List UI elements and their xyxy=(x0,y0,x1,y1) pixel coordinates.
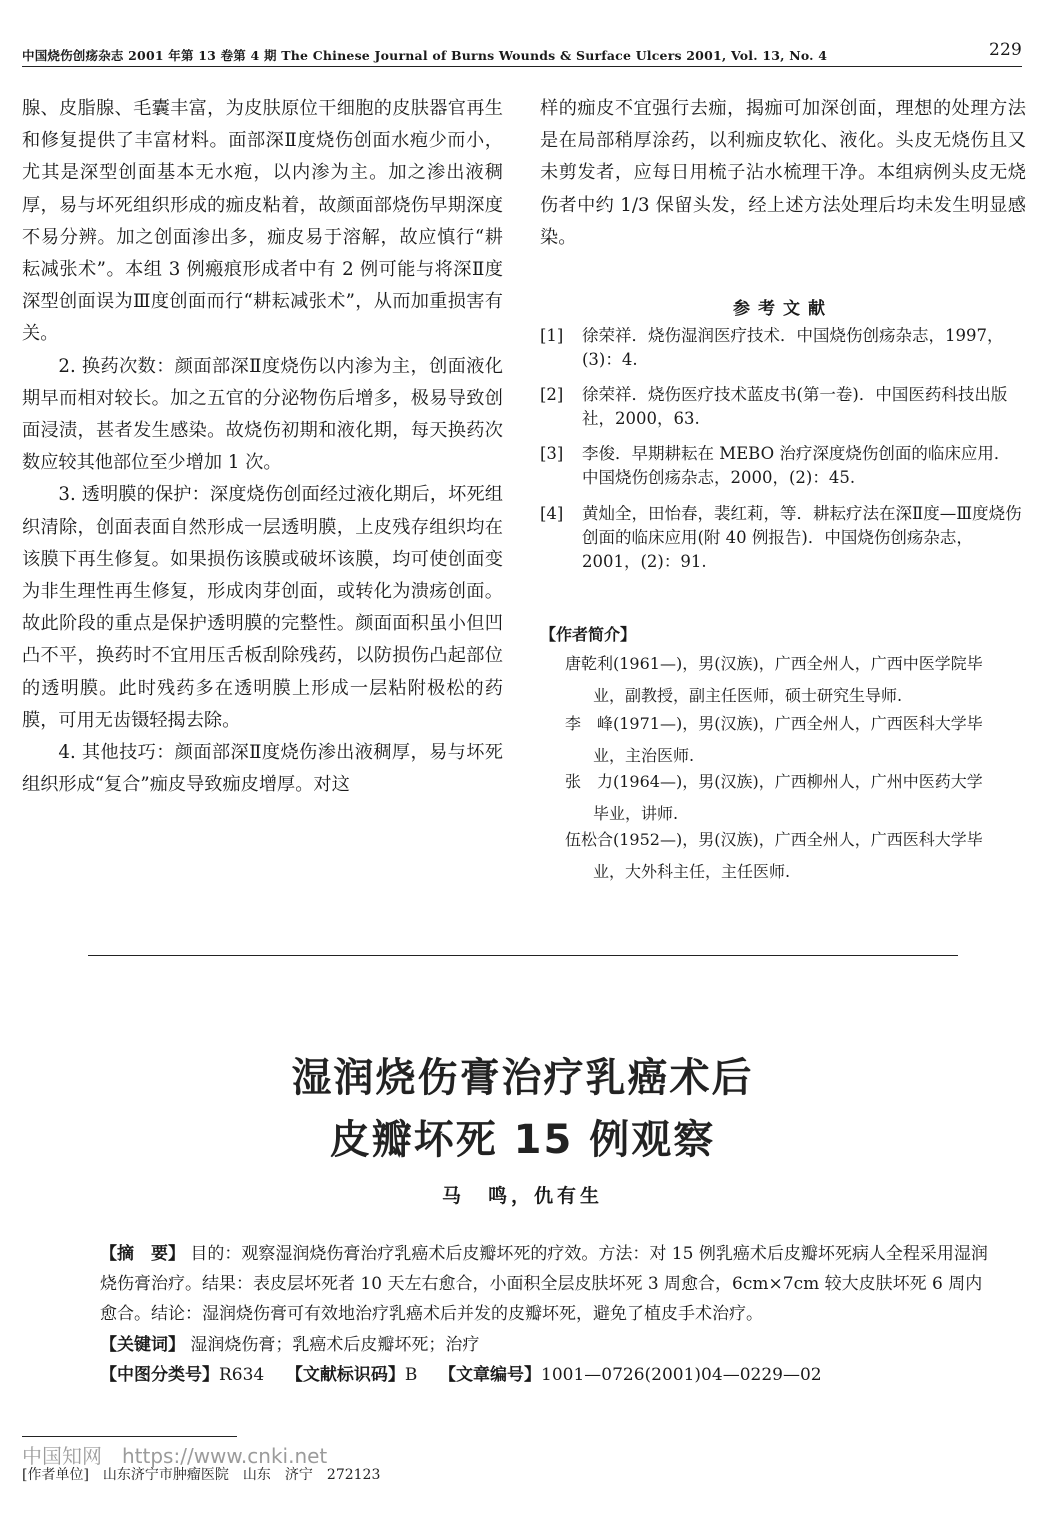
reference-number: [3] xyxy=(540,444,564,463)
doc-code-value: B xyxy=(404,1365,418,1385)
reference-text: 徐荣祥．烧伤医疗技术蓝皮书(第一卷)．中国医药科技出版社，2000，63. xyxy=(582,385,1008,428)
author-bio-line: 业，主治医师. xyxy=(593,745,695,765)
article-title-line-1: 湿润烧伤膏治疗乳癌术后 xyxy=(291,1055,754,1101)
author-bio-line: 毕业，讲师. xyxy=(593,803,679,823)
author-bio-line: 伍松合(1952—)，男(汉族)，广西全州人，广西医科大学毕 xyxy=(565,830,983,849)
clc-label: 【中图分类号】 xyxy=(100,1365,219,1385)
reference-item xyxy=(540,442,1026,490)
clc-value: R634 xyxy=(219,1365,265,1385)
left-column xyxy=(22,93,503,801)
right-column xyxy=(540,93,1026,254)
classification-line xyxy=(100,1360,990,1385)
author-bio-line: 业，大外科主任，主任医师. xyxy=(593,861,791,881)
reference-item xyxy=(540,502,1026,574)
author-bio-line: 李 峰(1971—)，男(汉族)，广西全州人，广西医科大学毕 xyxy=(565,714,983,733)
page-number: 229 xyxy=(988,40,1022,60)
author-bio-heading: 【作者简介】 xyxy=(540,625,637,644)
references-heading: 参考文献 xyxy=(733,299,833,319)
article-title-line-2: 皮瓣坏死 15 例观察 xyxy=(329,1117,716,1163)
section-divider xyxy=(88,955,958,956)
author-bio-line: 张 力(1964—)，男(汉族)，广西柳州人，广州中医药大学 xyxy=(565,772,983,791)
doc-code-label: 【文献标识码】 xyxy=(285,1365,405,1385)
reference-item xyxy=(540,383,1026,431)
article-no-value: 1001—0726(2001)04—0229—02 xyxy=(541,1365,822,1385)
reference-number: [1] xyxy=(540,326,564,345)
right-paragraph-1: 样的痂皮不宜强行去痂，揭痂可加深创面，理想的处理方法是在局部稍厚涂药，以利痂皮软化、液化。头皮无烧伤且又未剪发者，应每日用梳子沾水梳理干净。本组病例头皮无烧伤者中约 1/3 保留头发，经上述方法处理后均未发生明显感染。 xyxy=(540,98,1026,248)
reference-number: [4] xyxy=(540,504,564,523)
footnote-rule xyxy=(22,1436,237,1437)
running-header xyxy=(22,40,1022,67)
left-paragraph-4: 4. 其他技巧：颜面部深Ⅱ度烧伤渗出液稠厚，易与坏死组织形成“复合”痂皮导致痂皮增厚。对这 xyxy=(22,742,503,796)
author-bio xyxy=(565,766,1028,829)
keywords-label: 【关键词】 xyxy=(100,1335,185,1355)
author-bio-line: 业，副教授，副主任医师，硕士研究生导师. xyxy=(593,685,903,705)
article-no-label: 【文章编号】 xyxy=(439,1365,541,1385)
abstract xyxy=(100,1239,990,1329)
journal-running-head: 中国烧伤创疡杂志 2001 年第 13 卷第 4 期 The Chinese Journal of Burns Wounds & Surface Ulcers 2001, Vol. 13, No. 4 xyxy=(22,48,828,63)
reference-item xyxy=(540,324,1026,372)
author-bio-line: 唐乾利(1961—)，男(汉族)，广西全州人，广西中医学院毕 xyxy=(565,654,983,673)
left-paragraph-2: 2. 换药次数：颜面部深Ⅱ度烧伤以内渗为主，创面液化期早而相对较长。加之五官的分泌物伤后增多，极易导致创面浸渍，甚者发生感染。故烧伤初期和液化期，每天换药次数应较其他部位至少增加 1 次。 xyxy=(22,355,503,474)
article-authors: 马 鸣，仇有生 xyxy=(441,1185,603,1207)
keywords xyxy=(100,1330,990,1355)
reference-text: 徐荣祥．烧伤湿润医疗技术．中国烧伤创疡杂志，1997，(3)：4. xyxy=(582,326,1004,369)
keywords-text: 湿润烧伤膏；乳癌术后皮瓣坏死；治疗 xyxy=(185,1335,480,1355)
abstract-text: 目的：观察湿润烧伤膏治疗乳癌术后皮瓣坏死的疗效。方法：对 15 例乳癌术后皮瓣坏死病人全程采用湿润烧伤膏治疗。结果：表皮层坏死者 10 天左右愈合，小面积全层皮肤坏死 3 周愈合，6cm×7cm 较大皮肤坏死 6 周内愈合。结论：湿润烧伤膏可有效地治疗乳癌术后并发的皮瓣坏死，避免了植皮手术治疗。 xyxy=(100,1244,988,1324)
cnki-watermark: 中国知网 https://www.cnki.net xyxy=(22,1444,328,1468)
left-paragraph-3: 3. 透明膜的保护：深度烧伤创面经过液化期后，坏死组织清除，创面表面自然形成一层透明膜，上皮残存组织均在该膜下再生修复。如果损伤该膜或破坏该膜，均可使创面变为非生理性再生修复，形成肉芽创面，或转化为溃疡创面。故此阶段的重点是保护透明膜的完整性。颜面面积虽小但凹凸不平，换药时不宜用压舌板刮除残药，以防损伤凸起部位的透明膜。此时残药多在透明膜上形成一层粘附极松的药膜，可用无齿镊轻揭去除。 xyxy=(22,484,503,731)
reference-number: [2] xyxy=(540,385,564,404)
author-bio xyxy=(565,648,1028,711)
author-bio xyxy=(565,708,1028,771)
author-bio xyxy=(565,824,1028,887)
reference-text: 李俊．早期耕耘在 MEBO 治疗深度烧伤创面的临床应用．中国烧伤创疡杂志，2000，(2)：45. xyxy=(582,444,1011,487)
abstract-label: 【摘 要】 xyxy=(100,1244,185,1264)
left-paragraph-1: 腺、皮脂腺、毛囊丰富，为皮肤原位干细胞的皮肤器官再生和修复提供了丰富材料。面部深Ⅱ度烧伤创面水疱少而小，尤其是深型创面基本无水疱，以内渗为主。加之渗出液稠厚，易与坏死组织形成的痂皮粘着，故颜面部烧伤早期深度不易分辨。加之创面渗出多，痂皮易于溶解，故应慎行“耕耘减张术”。本组 3 例瘢痕形成者中有 2 例可能与将深Ⅱ度深型创面误为Ⅲ度创面而行“耕耘减张术”，从而加重损害有关。 xyxy=(22,98,503,345)
reference-text: 黄灿全，田怡春，裴红莉，等．耕耘疗法在深Ⅱ度—Ⅲ度烧伤创面的临床应用(附 40 例报告)．中国烧伤创疡杂志，2001，(2)：91. xyxy=(582,504,1022,571)
author-affiliation-footnote: [作者单位] 山东济宁市肿瘤医院 山东 济宁 272123 xyxy=(22,1467,381,1483)
